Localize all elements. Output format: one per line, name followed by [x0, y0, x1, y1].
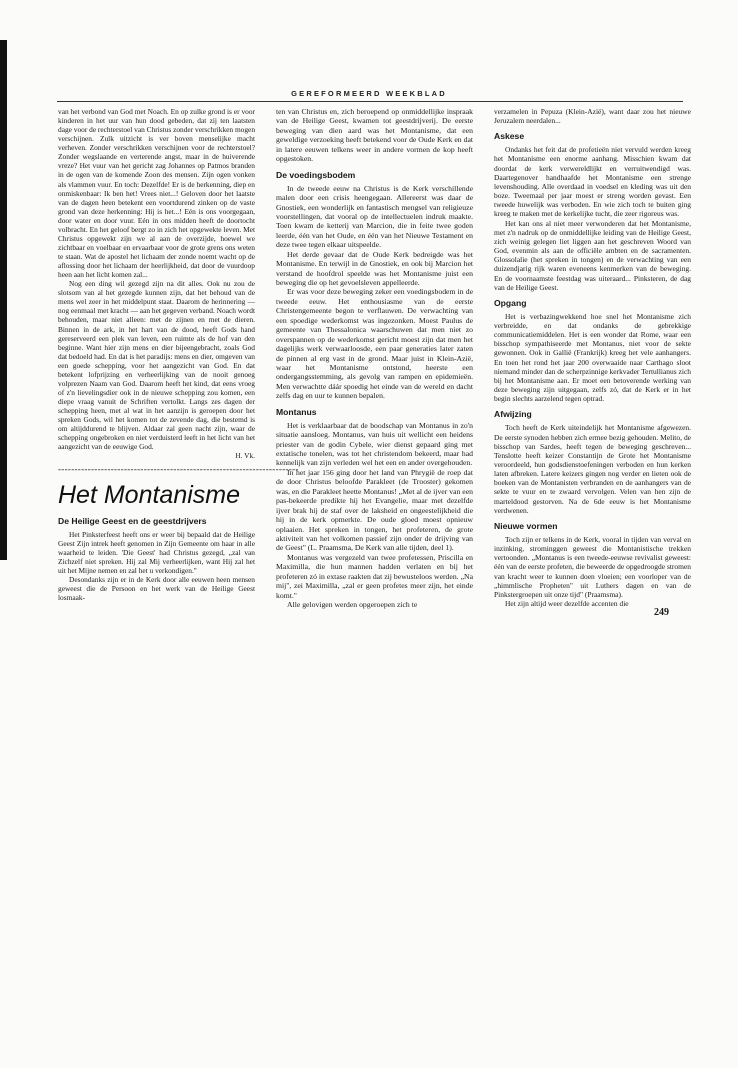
paragraph: Het Pinksterfeest heeft ons er weer bij bepaald dat de Heilige Geest Zijn intrek heeft genomen in Zijn Gemeente om haar in alle waarheid te leiden. 'Die Geest' had Christus gezegd, „zal van Zichzelf niet spreken. Hij zal Mij verheerlijken, want Hij zal het uit het Mijne nemen en zal het u verkondigen."	[58, 529, 255, 575]
paragraph: van het verbond van God met Noach. En op zulke grond is er voor kinderen in het uur van hun dood gebeden, dat zij ten laatsten dage voor de rechterstoel van Christus zonder verschrikken mogen verschijnen. Zulk uitzicht is ver boven menselijke macht verheven. Zonder verschrikken verschijnen voor de rechterstoel? Zonder wegslaande en verterende angst, maar in de huiverende vreze? Het vuur van het gericht zag Johannes op Patmos branden in de ogen van de komende Zoon des mensen. Zijn ogen vonken als vlammen vuur. En toch: Dezelfde! Er is de herkenning, diep en onmiskenbaar: Ik ben het! Vrees niet...! Geloven door het laatste van de dagen heen betekent een voortdurend zinken op de vaste grond van deze herkenning: Hij is het...! Eén is ons voorgegaan, door water en door vuur. Eén in ons midden heeft de doortocht volbracht. En het geloof bergt zo in zich het opgewekte leven. Met Christus opgewekt zijn we al aan de overzijde, hoewel we zichtbaar en voelbaar en ervaarbaar voor de grote grens ons weten te staan. Wat de apostel het lichaam der zonde noemt wacht op de aflossing door het lichaam der heerlijkheid, dat door de vuurdoop heen aan het licht komen zal...	[58, 107, 256, 280]
section-heading: Opgang	[494, 297, 527, 308]
running-header: GEREFORMEERD WEEKBLAD	[291, 89, 447, 98]
paragraph: Het derde gevaar dat de Oude Kerk bedreigde was het Montanisme. En terwijl in de Gnostiek, en ook bij Marcion het verstand de hoofdrol speelde was het Montanisme juist een beweging die op het gevoelsleven appelleerde.	[276, 249, 473, 287]
paragraph: Toch heeft de Kerk uiteindelijk het Montanisme afgewezen. De eerste synoden hebben zich ermee bezig gehouden. Melito, de bisschop van Sardes, heeft tegen de beweging geschreven... Tenslotte heeft keizer Constantijn de Grote het Montanisme veroordeeld, hun godsdienstoefeningen verboden en hun kerken laten afbreken. Latere keizers gingen nog verder en lieten ook de boeken van de Montanisten verbranden en de aanhangers van de sekte te vuur en te zwaard vervolgen. Velen van hen zijn de marteldood gestorven. Na de 6de eeuw is het Montanisme verdwenen.	[494, 423, 691, 515]
column-2	[276, 107, 473, 609]
paragraph: Ondanks het feit dat de profetieën niet vervuld werden kreeg het Montanisme een enorme aanhang. Misschien kwam dat doordat de kerk verwereldlijkt en verruitwendigd was. Daartegenover handhaafde het Montanisme een strenge levenshouding. Alle overdaad in voedsel en kleding was uit den boze. Tweemaal per jaar moest er streng worden gevast. Een tweede huwelijk was verboden. En wie zich toch te buiten ging kreeg te maken met de kerkelijke tucht, die zeer rigoreus was.	[494, 145, 691, 219]
paragraph: Toch zijn er telkens in de Kerk, vooral in tijden van verval en inzinking, strominggen geweest die Montanistische trekken vertoonden. „Montanus is een tweede-eeuwse revivalist geweest: één van de eerste profeten, die beweerde de opgedroogde stromen van kracht weer te kunnen doen vloeien; een voorloper van de „himmlische Propheten" uit Luthers dagen en van de Pinkstergroepen uit onze tijd" (Praamsma).	[494, 534, 692, 599]
paragraph: Nog een ding wil gezegd zijn na dit alles. Ook nu zou de slotsom van al het gezegde kunnen zijn, dat het behoud van de mens wel zeer in het middelpunt staat. Daarom de herinnering — nog eenmaal met kracht — aan het gegeven verband. Noach wordt behouden, maar niet alleen: met de zijnen en met de dieren. Binnen in de ark, in het hart van de dood, heeft Gods hand gereserveerd een plek van leven, een ruimte als de hof van den beginne. Want hier zijn mens en dier bijeengebracht, zoals God dat bedoeld had. En dat is het paradijs: mens en dier, omgeven van een goede schepping, voor het aangezicht van God. En dat betekent lofprijzing en verheerlijking van de nooit genoeg volprezen Naam van God. Daarom heeft het kind, dat eens vroeg of z'n lievelingsdier ook in de nieuwe schepping zou komen, een diepe vraag vanuit de Schriften vertolkt. Langs zes dagen der schepping heen, met al wat in het aanzijn is geroepen door het spreken Gods, wil het komen tot de zevende dag, die bestemd is om altijddurend te blijven. Aldaar zal geen nacht zijn, waar de schepping ongebroken en niet verduisterd leeft in het licht van het aangezicht van de eeuwige God.	[58, 279, 255, 452]
section-heading: Askese	[494, 131, 525, 142]
paragraph: ten van Christus en, zich beroepend op onmiddellijke inspraak van de Heilige Geest, kwamen tot geestdrijverij. De eerste beweging van dien aard was het Montanisme, dat een geweldige verzoeking heeft betekend voor de Oude Kerk en dat in latere eeuwen telkens weer in andere vormen de kop heeft opgestoken.	[276, 107, 473, 164]
paragraph: Het kan ons al niet meer verwonderen dat het Montanisme, met z'n nadruk op de onmiddellijke leiding van de Heilige Geest, zich weinig gelegen liet liggen aan het geschreven Woord van God, evenmin als aan de officiële ambten en de sacramenten. Glossolalie (het spreken in tongen) en de verwachting van een duizendjarig rijk waren eveneens kenmerken van de beweging. En de voornaamste feestdag was uiteraard... Pinksteren, de dag van de Heilige Geest.	[494, 218, 691, 292]
paragraph: Het is verbazingwekkend hoe snel het Montanisme zich verbreidde, en dat ondanks de gebrekkige communicatiemiddelen. Het is een wonder dat Rome, waar een bisschop sympathiseerde met Montanus, niet voor de sekte gewonnen. Ook in Gallië (Frankrijk) kreeg het vele aanhangers. En toen het rond het jaar 200 overwaaide naar Carthago sloot niemand minder dan de scherpzinnige kerkvader Tertullianus zich bij het Montanisme aan. Er moet een betoverende werking van deze beweging zijn uitgegaan, zelfs zó, dat de Kerk er in het begin slechts aarzelend tegen optrad.	[494, 311, 691, 404]
page-number: 249	[654, 607, 669, 618]
paragraph: Er was voor deze beweging zeker een voedingsbodem in de tweede eeuw. Het enthousiasme van de eerste Christengemeente begon te verflauwen. De verwachting van een spoedige wederkomst was ingezonken. Moest Paulus de gemeente van Thessalonica waarschuwen dat men niet zo overspannen op de wederkomst gericht moest zijn dat men het dagelijks werk verwaarloosde, een paar generaties later zaten de pinnen al erg vast in de grond. Maar juist in Klein-Azië, waar het Montanisme ontstond, heerste een ondergangsstemming, als gevolg van rampen en epidemieën. Men verwachtte dáár spoedig het einde van de wereld en dacht zelfs dag en uur te kunnen bepalen.	[276, 287, 473, 401]
section-heading: Montanus	[276, 406, 317, 417]
section-heading: De Heilige Geest en de geestdrijvers	[58, 515, 207, 526]
paragraph: Alle gelovigen werden opgeroepen zich te	[287, 600, 418, 609]
section-heading: Nieuwe vormen	[494, 520, 558, 531]
separator-line: -------------------------------------------------------------------------	[58, 464, 299, 475]
section-heading: Afwijzing	[494, 409, 532, 420]
signature-text: H. Vk.	[235, 451, 255, 461]
article-title: Het Montanisme	[58, 480, 241, 509]
paragraph: Het zijn altijd weer dezelfde accenten die	[505, 599, 629, 609]
paragraph: In de tweede eeuw na Christus is de Kerk verschillende malen door een crisis heengegaan. Allereerst was daar de Gnostiek, een wonderlijk en fantastisch mengsel van religieuze voorstellingen, dat vooral op de intellectuelen indruk maakte. Toen kwam de ketterij van Marcion, die in feite twee goden leerde, één van het Oude, en één van het Nieuwe Testament en deze twee tegen elkaar uitspeelde.	[276, 183, 473, 250]
paragraph: In het jaar 156 ging door het land van Phrygië de roep dat de door Christus beloofde Parakleet (de Trooster) gekomen was, en die Parakleet heette Montanus! „Met al de ijver van een pas-bekeerde predikte hij het Evangelie, maar met dezelfde ijver brak hij de staf over de laksheid en ongeestelijkheid die hij in de kerk opmerkte. De oude gloed moest opnieuw oplaaien. Het spreken in tongen, het profeteren, de grote aktiviteit van het volkomen passief zijn onder de drijving van de Geest" (L. Praamsma, De Kerk van alle tijden, deel 1).	[276, 467, 473, 553]
header-rule	[57, 101, 683, 102]
paragraph: Het is verklaarbaar dat de boodschap van Montanus in zo'n situatie aansloeg. Montanus, van huis uit wellicht een heidens priester van de godin Cybele, wier dienst gepaard ging met extatische tonelen, was tot het christendom bekeerd, maar had kennelijk van zijn verleden wel het een en ander overgehouden.	[276, 420, 473, 468]
author-signature	[58, 451, 255, 460]
section-heading: De voedingsbodem	[276, 169, 356, 180]
paragraph: Montanus was vergezeld van twee profetessen, Priscilla en Maximilla, die hun mannen hadden verlaten en bij het profeteren zó in extase raakten dat zij bewusteloos werden. „Na mij", zei Maximilla, „zal er geen profetes meer zijn, het einde komt."	[276, 552, 473, 600]
paragraph: verzamelen in Pepuza (Klein-Azië), want daar zou het nieuwe Jeruzalem neerdalen...	[494, 107, 691, 126]
column-3	[494, 107, 691, 608]
paragraph: Desondanks zijn er in de Kerk door alle eeuwen heen mensen geweest die de Persoon en het werk van de Heilige Geest losmaak-	[58, 574, 255, 602]
page-edge-bar	[0, 40, 7, 560]
